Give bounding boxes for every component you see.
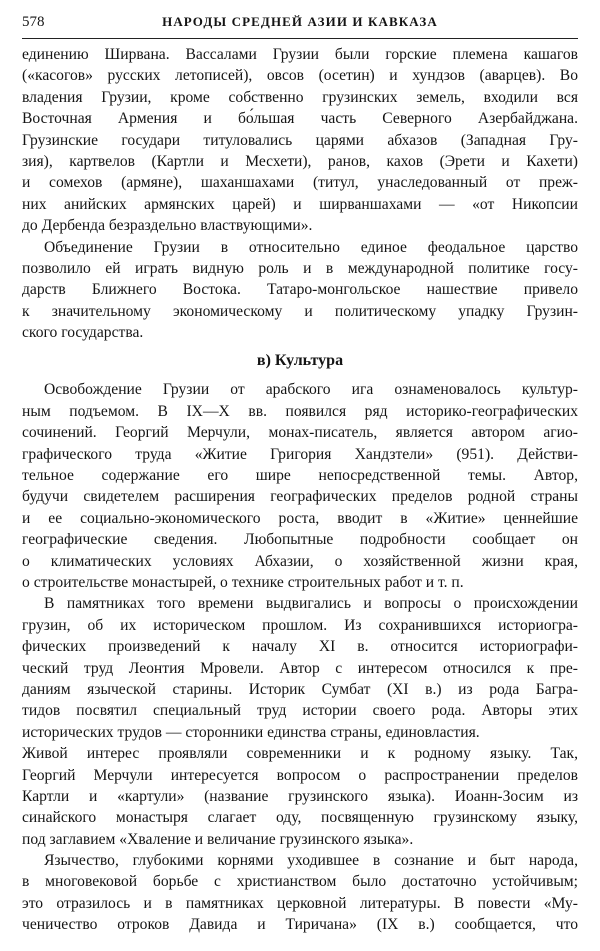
section-heading: в) Культура [256,352,344,370]
text-line: тельное содержание его шире непосредственной темы. Автор, [22,467,578,485]
running-title: НАРОДЫ СРЕДНЕЙ АЗИИ И КАВКАЗА [162,14,438,29]
text-line: и сомехов (армяне), шаханшахами (титул, унаследованный от преж- [22,174,578,192]
text-line: зия), картвелов (Картли и Месхети), ранов, кахов (Эрети и Кахети) [22,152,578,170]
text-line: Грузинские государи титуловались царями абхазов (Западная Гру- [22,131,578,149]
text-line: под заглавием «Хваление и величание грузинского языка». [22,830,414,848]
text-line: тидов посвятил специальный труд истории своего рода. Авторы этих [22,702,578,720]
text-line: них анийских армянских царей) и ширваншахами — «от Никопсии [22,195,578,213]
text-line: Объединение Грузии в относительно единое феодальное царство [44,238,578,256]
paragraph [22,593,578,850]
text-line: даниям языческой старины. Историк Сумбат (XI в.) из рода Багра- [22,680,578,698]
text-line: Живой интерес проявляли современники и к родному языку. Так, [22,745,578,763]
text-line: исторических трудов — сторонники единства страны, единовластия. [22,723,480,741]
text-line: ческий труд Леонтия Мровели. Автор с интересом относился к пре- [22,659,578,677]
text-line: географические сведения. Любопытные подробности сообщает он [22,531,578,549]
text-line: позволило ей играть видную роль и в международной политике госу- [22,259,578,277]
text-line: до Дербенда безраздельно властвующими». [22,217,313,235]
text-line: сочинений. Георгий Мерчули, монах-писатель, является автором агио- [22,424,578,442]
text-line: дарств Ближнего Востока. Татаро-монгольское нашествие привело [22,281,578,299]
paragraph [22,850,578,936]
text-line: Восточная Армения и бо́льшая часть Северного Азербайджана. [22,110,578,128]
text-line: в многовековой борьбе с христианством было достаточно устойчивым; [22,873,578,891]
text-line: ным подъемом. В IX—X вв. появился ряд историко-географических [22,402,578,420]
text-line: графического труда «Житие Григория Хандзтели» (951). Действи- [22,445,578,463]
text-line: владения Грузии, кроме собственно грузинских земель, входили вся [22,88,578,106]
text-line: фических произведений к началу XI в. относится историографи- [22,638,578,656]
text-line: Георгий Мерчули интересуется вопросом о распространении пределов [22,766,578,784]
text-line: ского государства. [22,324,144,342]
text-line: Освобождение Грузии от арабского ига ознаменовалось культур- [44,381,578,399]
text-line: синайского монастыря слагает оду, посвященную грузинскому языку, [22,809,578,827]
text-line: о климатических условиях Абхазии, о хозяйственной жизни края, [22,552,578,570]
text-line: это отразилось и в памятниках церковной литературы. В повести «Му- [22,894,578,912]
text-line: («касогов» русских летописей), овсов (осетин) и хундзов (аварцев). Во [22,67,578,85]
text-line: к значительному экономическому и политическому упадку Грузин- [22,302,578,320]
text-line: В памятниках того времени выдвигались и вопросы о происхождении [44,595,578,613]
paragraph [22,379,578,593]
text-line: Язычество, глубокими корнями уходившее в сознание и быт народа, [44,852,578,870]
text-line: Картли и «картули» (название грузинского языка). Иоанн-Зосим из [22,787,578,805]
text-line: будучи свидетелем расширения географических пределов родной страны [22,488,578,506]
paragraph [22,44,578,237]
text-line: единению Ширвана. Вассалами Грузии были горские племена кашагов [22,46,578,63]
text-line: о строительстве монастырей, о технике строительных работ и т. п. [22,573,464,591]
running-head [22,14,578,39]
text-line: и ее социально-экономического роста, вводит в «Житие» ценнейшие [22,509,578,527]
page-number: 578 [22,14,45,30]
page-body [22,44,578,936]
paragraph [22,237,578,344]
text-line: ченичество отроков Давида и Тиричана» (IX в.) сообщается, что [22,916,578,934]
text-line: грузин, об их историческом прошлом. Из сохранившихся историогра- [22,616,578,634]
